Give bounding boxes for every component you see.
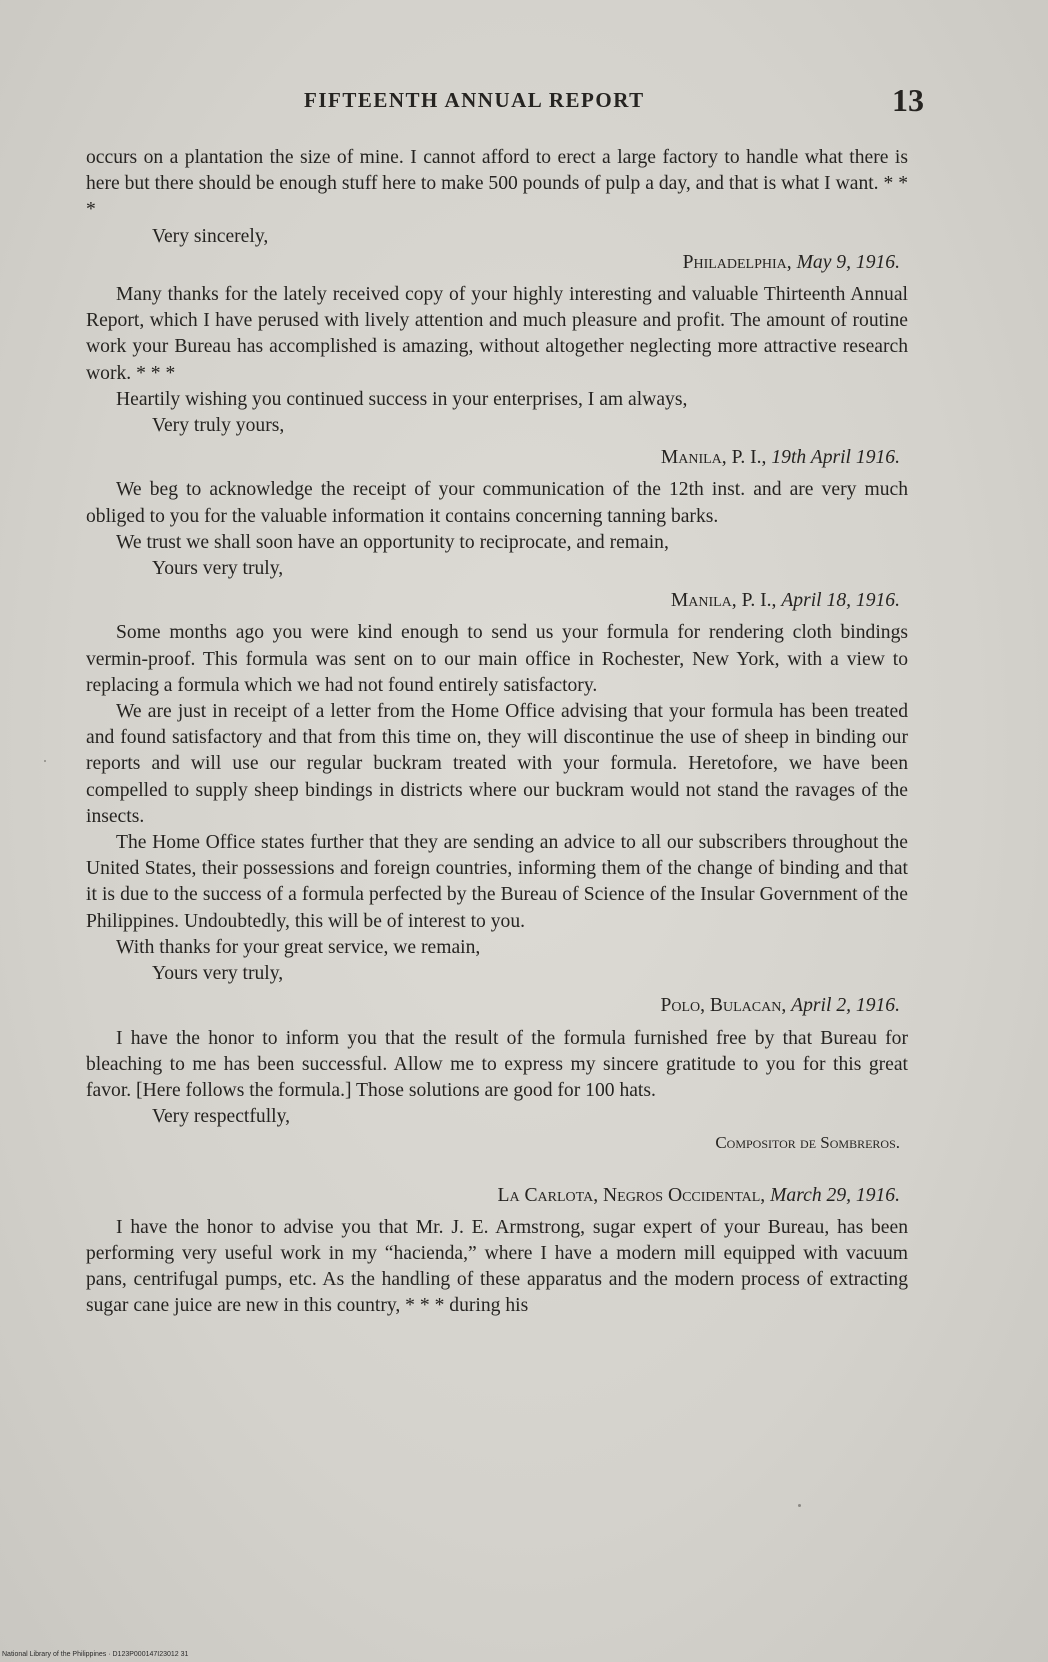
running-title: FIFTEENTH ANNUAL REPORT [304,88,645,112]
polo-paragraph-1: I have the honor to inform you that the result of the formula furnished free by that Bureau for bleaching to me has been successful. Allow me to express my sincere gratitude to you for this great favor. [Here follows the formula.] Those solutions are good for 100 hats. [86,1027,908,1101]
dateline-place: Manila, P. I., [670,590,777,612]
polo-closing: Very respectfully, [152,1106,291,1128]
philadelphia-closing: Very truly yours, [152,415,285,437]
paper-speck [798,1504,801,1507]
philadelphia-paragraph-2: Heartily wishing you continued success in your enterprises, I am always, [116,388,688,410]
dateline-manila-2 [86,588,908,614]
dateline-date: 19th April 1916. [771,447,900,469]
la-carlota-paragraph-1: I have the honor to advise you that Mr. J. E. Armstrong, sugar expert of your Bureau, has been performing very useful work in my “hacienda,” where I have a modern mill equipped with vacuum pans, centrifugal pumps, etc. As the handling of these apparatus and the modern process of extracting sugar cane juice are new in this country, * * * during his [86,1216,908,1317]
dateline-la-carlota [86,1183,908,1209]
philadelphia-paragraph-1: Many thanks for the lately received copy of your highly interesting and valuable Thirteenth Annual Report, which I have perused with lively attention and much pleasure and profit. The amount of routine work your Bureau has accomplished is amazing, without altogether neglecting more attractive research work. * * * [86,284,908,384]
manila1-closing: Yours very truly, [152,558,284,580]
scan-watermark: National Library of the Philippines · D123P000147I23012 31 [2,1651,189,1658]
dateline-place: Polo, Bulacan, [660,995,787,1017]
paper-speck [44,760,46,762]
document-body [86,145,908,1320]
manila2-paragraph-2: We are just in receipt of a letter from the Home Office advising that your formula has been treated and found satisfactory and that from this time on, they will discontinue the use of sheep in binding our reports and will use our regular buckram treated with your formula. Heretofore, we have been compelled to supply sheep bindings in districts where our buckram would not stand the ravages of the insects. [86,701,908,827]
manila2-paragraph-3: The Home Office states further that they are sending an advice to all our subscribers throughout the United States, their possessions and foreign countries, informing them of the change of binding and that it is due to the success of a formula perfected by the Bureau of Science of the Insular Government of the Philippines. Undoubtedly, this will be of interest to you. [86,832,908,932]
dateline-polo [86,993,908,1019]
running-header [0,82,1048,126]
dateline-place: Philadelphia, [682,251,792,273]
dateline-philadelphia [86,250,908,276]
page-number: 13 [892,82,924,118]
intro-closing: Very sincerely, [152,225,269,247]
manila2-paragraph-4: With thanks for your great service, we remain, [116,936,481,958]
dateline-date: March 29, 1916. [770,1184,900,1206]
dateline-date: April 18, 1916. [781,590,900,612]
dateline-place: Manila, P. I., [660,447,767,469]
dateline-date: May 9, 1916. [796,251,900,273]
manila1-paragraph-2: We trust we shall soon have an opportunity to reciprocate, and remain, [116,531,669,553]
manila2-closing: Yours very truly, [152,963,284,985]
dateline-date: April 2, 1916. [791,995,900,1017]
manila1-paragraph-1: We beg to acknowledge the receipt of your communication of the 12th inst. and are very much obliged to you for the valuable information it contains concerning tanning barks. [86,479,908,527]
manila2-paragraph-1: Some months ago you were kind enough to send us your formula for rendering cloth bindings vermin-proof. This formula was sent on to our main office in Rochester, New York, with a view to replacing a formula which we had not found entirely satisfactory. [86,622,908,696]
dateline-place: La Carlota, Negros Occidental, [497,1184,766,1206]
spacer [86,1157,908,1183]
polo-signature: Compositor de Sombreros. [715,1133,900,1153]
dateline-manila-1 [86,445,908,471]
intro-paragraph: occurs on a plantation the size of mine. I cannot afford to erect a large factory to handle what there is here but there should be enough stuff here to make 500 pounds of pulp a day, and that is what I want. * * * [86,147,908,221]
